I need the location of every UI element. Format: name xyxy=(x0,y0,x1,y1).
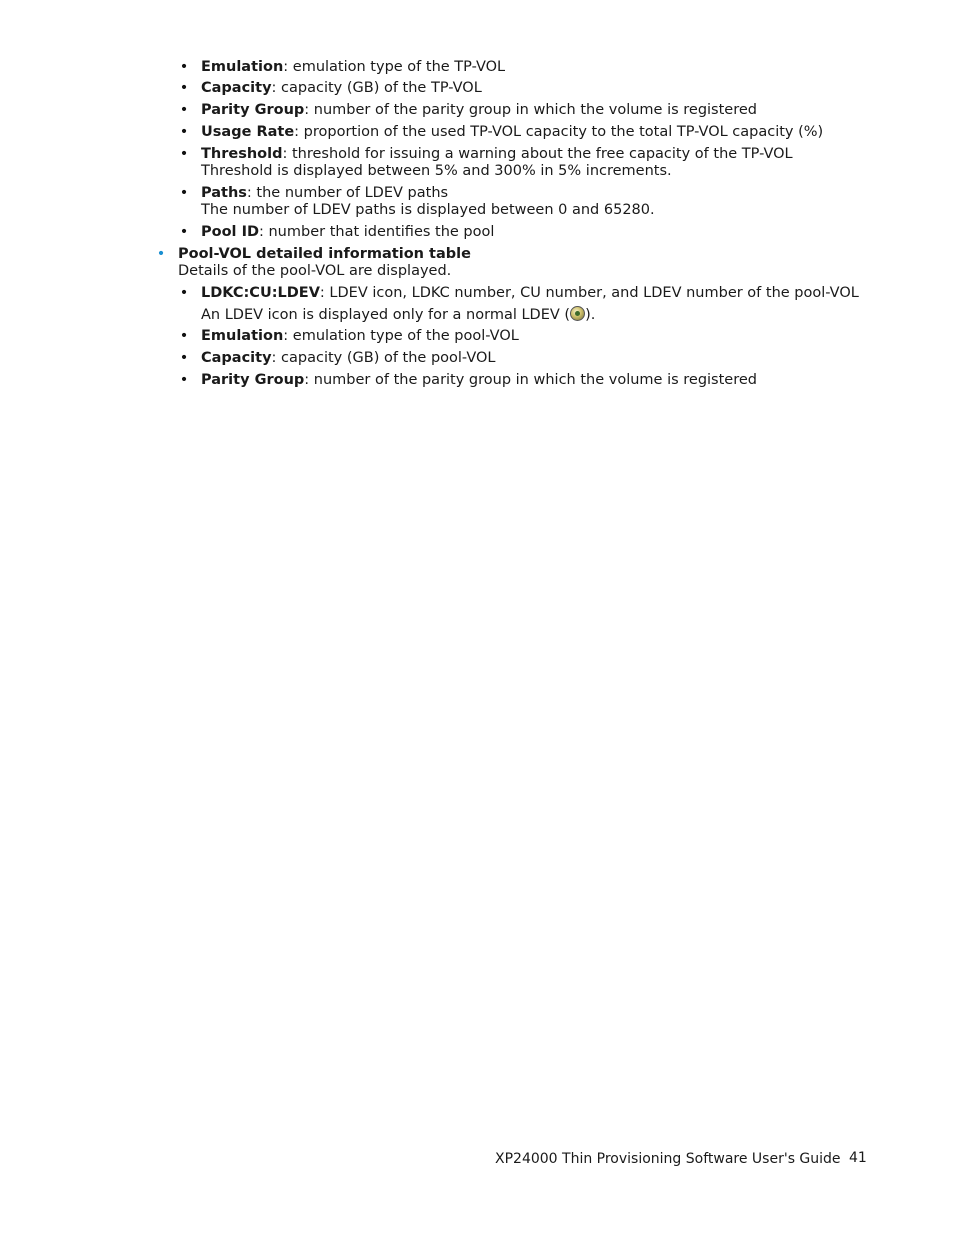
ldev-icon-note xyxy=(201,306,595,324)
section-title: Pool-VOL detailed information table xyxy=(178,246,471,262)
desc-pool-emulation: : emulation type of the pool-VOL xyxy=(283,328,519,344)
bullet: • xyxy=(179,102,189,118)
bullet: • xyxy=(179,59,189,75)
desc-capacity: : capacity (GB) of the TP-VOL xyxy=(271,80,482,96)
bullet: • xyxy=(179,224,189,240)
bullet: • xyxy=(179,80,189,96)
section-intro: Details of the pool-VOL are displayed. xyxy=(178,263,452,279)
desc-pool-id: : number that identifies the pool xyxy=(259,224,495,240)
term-parity-group: Parity Group xyxy=(201,102,305,118)
term-pool-emulation: Emulation xyxy=(201,328,284,344)
bullet: • xyxy=(179,372,189,388)
term-pool-parity-group: Parity Group xyxy=(201,372,305,388)
footer-title: XP24000 Thin Provisioning Software User's Guide xyxy=(495,1151,841,1167)
desc-ldkc-cu-ldev: : LDEV icon, LDKC number, CU number, and LDEV number of the pool-VOL xyxy=(319,285,859,301)
term-pool-id: Pool ID xyxy=(201,224,259,240)
ldev-note-post: ). xyxy=(585,307,596,323)
bullet: • xyxy=(179,146,189,162)
bullet: • xyxy=(179,185,189,201)
desc-usage-rate: : proportion of the used TP-VOL capacity to the total TP-VOL capacity (%) xyxy=(294,124,824,140)
desc-emulation: : emulation type of the TP-VOL xyxy=(283,59,506,75)
section-bullet: • xyxy=(156,246,166,262)
desc-pool-capacity: : capacity (GB) of the pool-VOL xyxy=(271,350,496,366)
desc-threshold: : threshold for issuing a warning about the free capacity of the TP-VOL xyxy=(282,146,793,162)
term-pool-capacity: Capacity xyxy=(201,350,272,366)
term-capacity: Capacity xyxy=(201,80,272,96)
term-threshold: Threshold xyxy=(201,146,283,162)
bullet: • xyxy=(179,350,189,366)
desc-pool-parity-group: : number of the parity group in which the volume is registered xyxy=(304,372,757,388)
ldev-note-pre: An LDEV icon is displayed only for a normal LDEV ( xyxy=(201,307,571,323)
term-ldkc-cu-ldev: LDKC:CU:LDEV xyxy=(201,285,320,301)
term-emulation: Emulation xyxy=(201,59,284,75)
desc-paths: : the number of LDEV paths xyxy=(246,185,449,201)
desc-parity-group: : number of the parity group in which the volume is registered xyxy=(304,102,757,118)
term-usage-rate: Usage Rate xyxy=(201,124,295,140)
bullet: • xyxy=(179,328,189,344)
ldev-icon xyxy=(570,306,585,321)
page-number: 41 xyxy=(849,1150,867,1166)
term-paths: Paths xyxy=(201,185,247,201)
threshold-detail: Threshold is displayed between 5% and 300% in 5% increments. xyxy=(201,163,672,179)
bullet: • xyxy=(179,124,189,140)
paths-detail: The number of LDEV paths is displayed between 0 and 65280. xyxy=(201,202,655,218)
bullet: • xyxy=(179,285,189,301)
